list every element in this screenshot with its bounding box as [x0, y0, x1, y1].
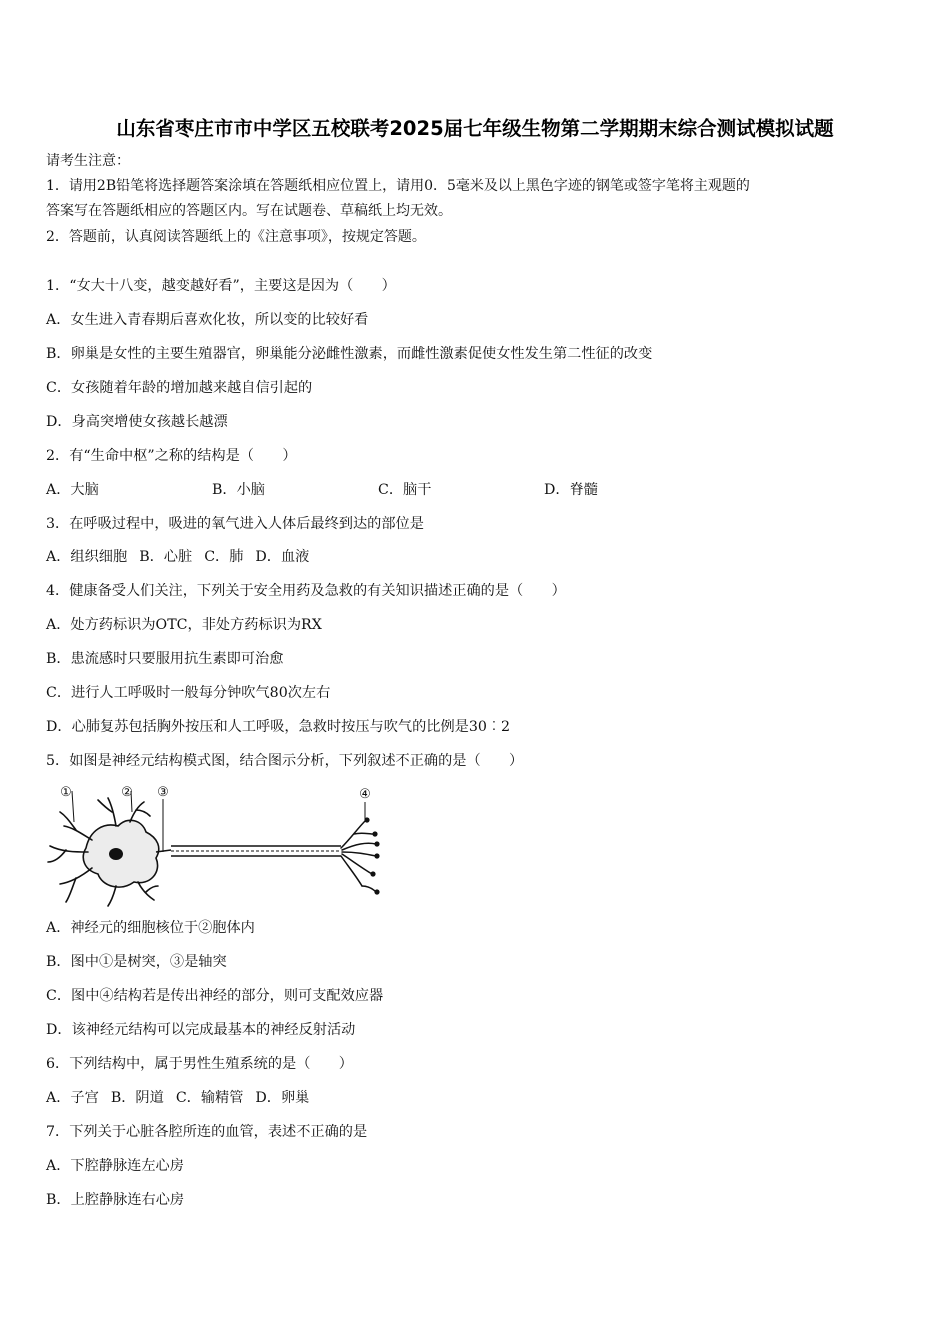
question-4-option-c: C．进行人工呼吸时一般每分钟吹气80次左右	[46, 685, 331, 701]
terminal-knobs	[364, 817, 379, 894]
question-4-option-d: D．心肺复苏包括胸外按压和人工呼吸，急救时按压与吹气的比例是30︰2	[46, 719, 511, 735]
question-6-option-c: C．输精管	[175, 1090, 244, 1106]
question-7-stem: 7．下列关于心脏各腔所连的血管，表述不正确的是	[46, 1124, 368, 1140]
question-2-option-b: B．小脑	[212, 482, 265, 498]
question-4-option-a: A．处方药标识为OTC，非处方药标识为RX	[46, 617, 322, 633]
question-2-option-d: D．脊髓	[544, 482, 598, 498]
figure-label-4: ④	[359, 787, 371, 802]
notice-item-1-line-1: 1．请用2B铅笔将选择题答案涂填在答题纸相应位置上，请用0．5毫米及以上黑色字迹的钢笔或签字笔将主观题的	[46, 178, 750, 194]
question-6-option-b: B．阴道	[110, 1090, 164, 1106]
question-1-option-b: B．卵巢是女性的主要生殖器官，卵巢能分泌雌性激素，而雌性激素促使女性发生第二性征的改变	[46, 346, 653, 362]
axon-terminals	[341, 820, 376, 892]
question-1-stem: 1．“女大十八变，越变越好看”，主要这是因为（ ）	[46, 278, 396, 294]
question-5-stem: 5．如图是神经元结构模式图，结合图示分析，下列叙述不正确的是（ ）	[46, 753, 524, 769]
question-4-option-b: B．患流感时只要服用抗生素即可治愈	[46, 651, 284, 667]
question-7-option-a: A．下腔静脉连左心房	[46, 1158, 184, 1174]
question-5-option-a: A．神经元的细胞核位于②胞体内	[46, 920, 255, 936]
neuron-diagram	[46, 782, 386, 908]
question-3-options	[46, 548, 321, 566]
question-6-option-a: A．子宫	[46, 1090, 99, 1106]
question-6-option-d: D．卵巢	[255, 1090, 310, 1106]
question-2-option-a: A．大脑	[46, 482, 99, 498]
question-3-option-c: C．肺	[204, 549, 244, 565]
question-5-option-b: B．图中①是树突，③是轴突	[46, 954, 227, 970]
question-5-option-c: C．图中④结构若是传出神经的部分，则可支配效应器	[46, 988, 384, 1004]
question-3-stem: 3．在呼吸过程中，吸进的氧气进入人体后最终到达的部位是	[46, 516, 424, 532]
notice-heading: 请考生注意：	[46, 153, 130, 169]
notice-item-1-line-2: 答案写在答题纸相应的答题区内。写在试题卷、草稿纸上均无效。	[46, 203, 452, 219]
question-5-option-d: D．该神经元结构可以完成最基本的神经反射活动	[46, 1022, 356, 1038]
question-1-option-d: D．身高突增使女孩越长越漂	[46, 414, 228, 430]
question-3-option-a: A．组织细胞	[46, 549, 128, 565]
question-3-option-d: D．血液	[255, 549, 310, 565]
exam-title: 山东省枣庄市市中学区五校联考2025届七年级生物第二学期期末综合测试模拟试题	[116, 117, 834, 140]
question-3-option-b: B．心脏	[139, 549, 193, 565]
question-1-option-a: A．女生进入青春期后喜欢化妆，所以变的比较好看	[46, 312, 369, 328]
question-4-stem: 4．健康备受人们关注，下列关于安全用药及急救的有关知识描述正确的是（ ）	[46, 583, 566, 599]
figure-label-3: ③	[157, 785, 169, 800]
question-2-options	[46, 481, 598, 499]
figure-label-1: ①	[60, 785, 72, 800]
question-2-stem: 2．有“生命中枢”之称的结构是（ ）	[46, 448, 297, 464]
notice-item-2: 2．答题前，认真阅读答题纸上的《注意事项》，按规定答题。	[46, 229, 426, 245]
question-6-stem: 6．下列结构中，属于男性生殖系统的是（ ）	[46, 1056, 353, 1072]
question-7-option-b: B．上腔静脉连右心房	[46, 1192, 185, 1208]
question-1-option-c: C．女孩随着年龄的增加越来越自信引起的	[46, 380, 313, 396]
nucleus-shape	[109, 848, 123, 860]
question-6-options	[46, 1089, 321, 1107]
question-2-option-c: C．脑干	[378, 482, 432, 498]
figure-label-2: ②	[121, 785, 133, 800]
axon	[156, 846, 341, 856]
